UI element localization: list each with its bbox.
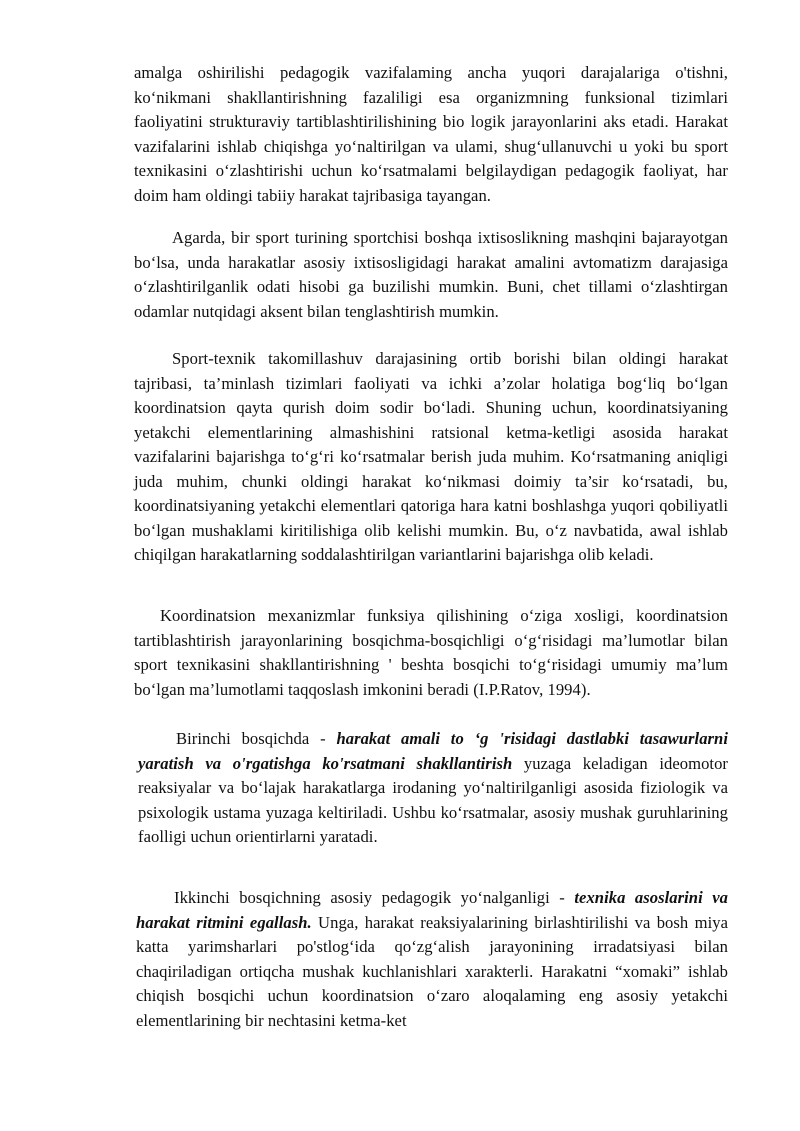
paragraph-6-emphasis: texnika asoslarini va harakat ritmini egallash.: [136, 888, 728, 932]
paragraph-5-body: yuzaga keladigan ideomotor reaksiyalar va bo‘lajak harakatlarga irodaning yo‘naltirilganligi asosida fiziologik va psixologik ustama yuzaga keltiriladi. Ushbu ko‘rsatmalar, asosiy mushak guruhlarining faolligi uchun orientirlarni yaratadi.: [138, 753, 728, 846]
paragraph-6-intro: Ikkinchi bosqichning asosiy pedagogik yo‘nalganligi -: [174, 888, 575, 907]
paragraph-6-body: Unga, harakat reaksiyalarining birlashtirilishi va bosh miya katta yarimsharlari po'stlog‘ida qo‘zg‘alish jarayonining irradatsiyasi bilan chaqiriladigan ortiqcha mushak kuchlanishlari xarakterli. Harakatni “xomaki” ishlab chiqish bosqichi uchun koordinatsion o‘zaro aloqalaming eng asosiy yetakchi elementlarining bir nechtasini ketma-ket: [136, 912, 728, 1030]
paragraph-4: Koordinatsion mexanizmlar funksiya qilishining o‘ziga xosligi, koordinatsion tartiblashtirish jarayonlarining bosqichma-bosqichligi o‘g‘risidagi ma’lumotlar bilan sport texnikasini shakllantirishning ' beshta bosqichi to‘g‘risidagi umumiy ma’lum bo‘lgan ma’lumotlami taqqoslash imkonini beradi (I.P.Ratov, 1994).: [134, 606, 728, 699]
paragraph-5: [138, 727, 728, 850]
paragraph-5-emphasis: harakat amali to ‘g 'risidagi dastlabki tasawurlarni yaratish va o'rgatishga ko'rsatmani shakllantirish: [138, 729, 728, 773]
paragraph-5-intro: Birinchi bosqichda -: [176, 729, 337, 748]
paragraph-6: [136, 886, 728, 1033]
paragraph-1: amalga oshirilishi pedagogik vazifalaming ancha yuqori darajalariga o'tishni, ko‘nikmani shakllantirishning fazaliligi esa organizmning funksional tizimlari faoliyatini strukturaviy tartiblashtirilishining bio logik jarayonlarini aks etadi. Harakat vazifalarini ishlab chiqishga yo‘naltirilgan va ulami, shug‘ullanuvchi u yoki bu sport texnikasini o‘zlashtirishi uchun ko‘rsatmalami belgilaydigan pedagogik faoliyat, har doim ham oldingi tabiiy harakat tajribasiga tayangan.: [134, 63, 728, 205]
paragraph-2: Agarda, bir sport turining sportchisi boshqa ixtisoslikning mashqini bajarayotgan bo‘lsa, unda harakatlar asosiy ixtisosligidagi harakat amalini avtomatizm darajasiga o‘zlashtirilganlik odati hisobi ga buzilishi mumkin. Buni, chet tillami o‘zlashtirgan odamlar nutqidagi aksent bilan tenglashtirish mumkin.: [134, 228, 728, 321]
paragraph-3: Sport-texnik takomillashuv darajasining ortib borishi bilan oldingi harakat tajribasi, ta’minlash tizimlari faoliyati va ichki a’zolar holatiga bog‘liq bo‘lgan koordinatsion qayta qurish doim sodir bo‘ladi. Shuning uchun, koordinatsiyaning yetakchi elementlarining almashishini ratsional ketma-ketligi asosida harakat vazifalarini bajarishga to‘g‘ri ko‘rsatmalar berish juda muhim. Ko‘rsatmaning aniqligi juda muhim, chunki oldingi harakat ko‘nikmasi doimiy ta’sir ko‘rsatadi, bu, koordinatsiyaning yetakchi elementlari qatoriga hara katni boshlashga yuqori qobiliyatli bo‘lgan mushaklami kiritilishiga olib kelishi mumkin. Bu, o‘z navbatida, awal ishlab chiqilgan harakatlarning soddalashtirilgan variantlarini bajarishga olib keladi.: [134, 349, 728, 564]
